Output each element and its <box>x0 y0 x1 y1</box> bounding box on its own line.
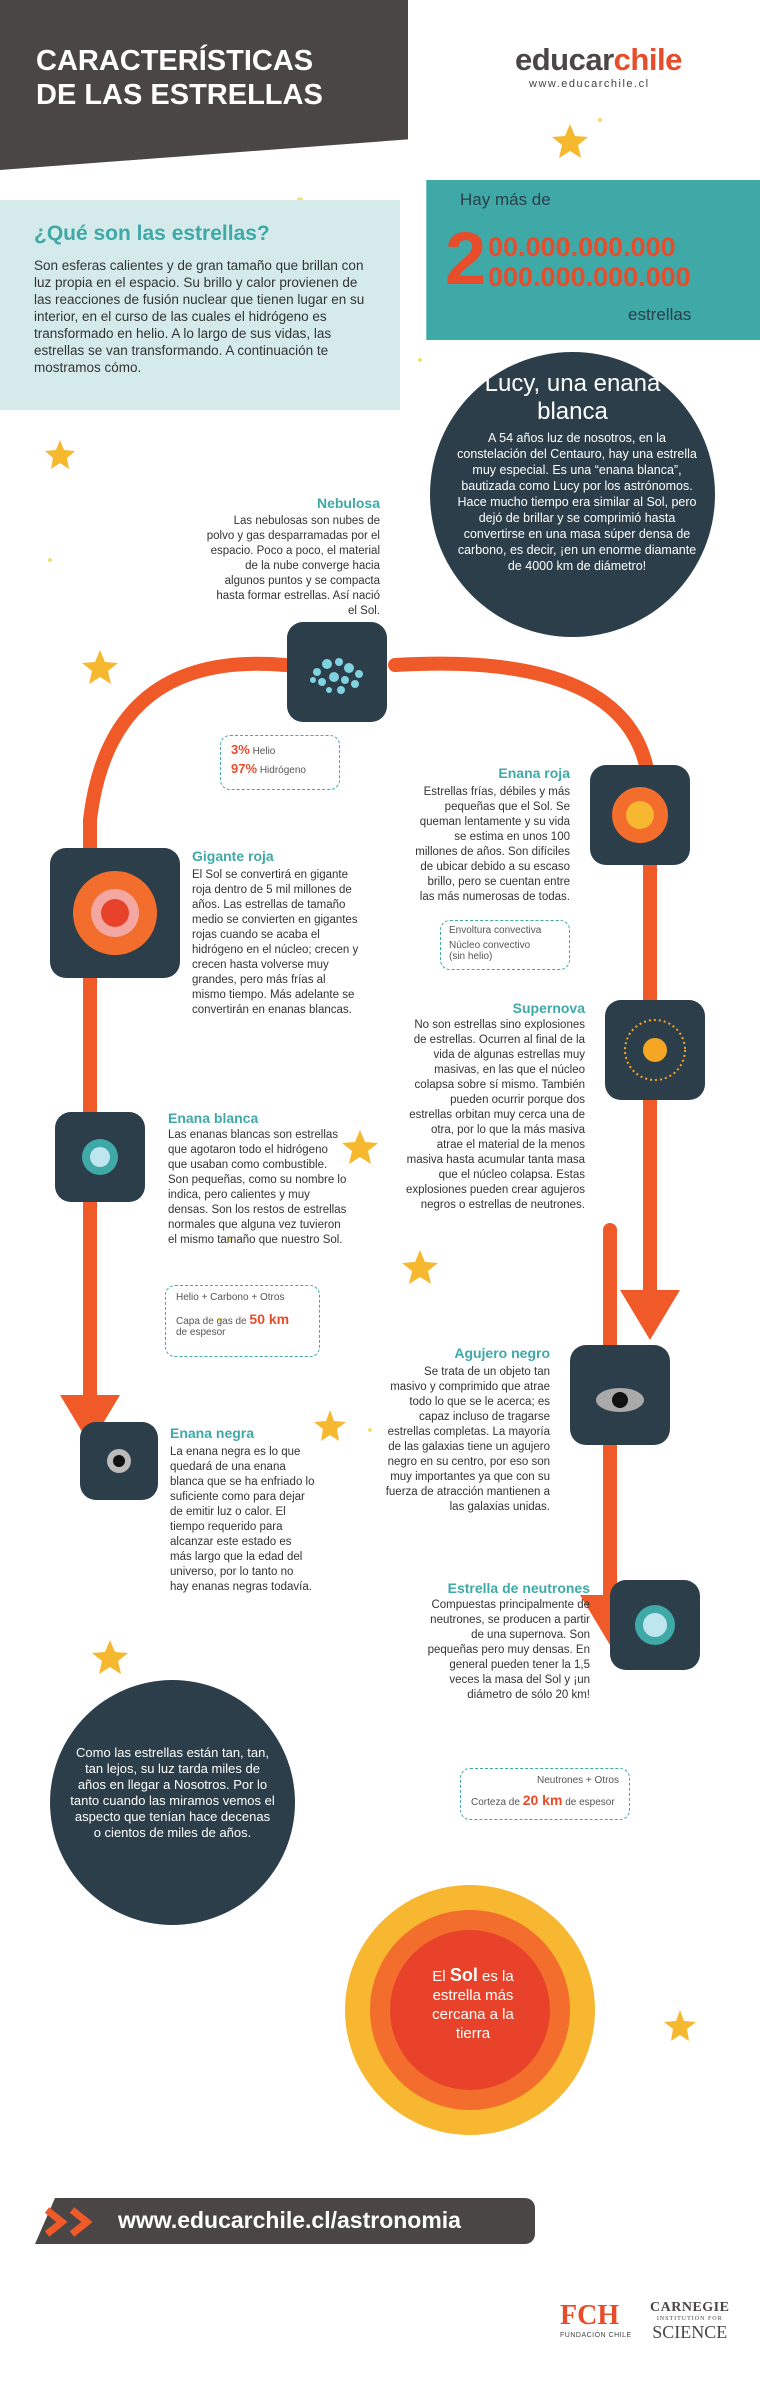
nebula-icon <box>287 622 387 722</box>
carnegie-line-1: CARNEGIE <box>650 2300 730 2315</box>
count-lines <box>488 232 691 292</box>
carnegie-logo <box>650 2300 729 2343</box>
lucy-text: A 54 años luz de nosotros, en la constelación del Centauro, hay una estrella muy especial. Es una “enana blanca”, bautizada como Lucy por los astrónomos. Hace mucho tiempo era similar al Sol, pero dejó de brillar y se comprimió hasta convertirse en una masa súper densa de carbono, es decir, ¡en un enorme diamante de 4000 km de diámetro! <box>457 431 697 573</box>
title-line-1: CARACTERÍSTICAS <box>36 45 314 77</box>
enana-blanca-thickness: 50 km <box>249 1311 290 1327</box>
fch-logo <box>560 2300 632 2339</box>
nebulosa-text: Las nebulosas son nubes de polvo y gas desparramadas por el espacio. Poco a poco, el material de la nube converge hacia algunos puntos y se compacta hasta formar estrellas. Así nació el Sol. <box>206 515 380 617</box>
neutrones-label-1: Neutrones + Otros <box>537 1775 619 1786</box>
chevrons-icon <box>42 2206 112 2238</box>
far-light-text: Como las estrellas están tan, tan, tan lejos, su luz tarda miles de años en llegar a Nosotros. Por lo tanto cuando las miramos vemos el aspecto que tenían hace decenas o cientos de miles de años. <box>70 1745 275 1840</box>
intro-title: ¿Qué son las estrellas? <box>34 222 270 245</box>
sun-pre: El <box>432 1968 446 1985</box>
nebulosa-title: Nebulosa <box>316 495 380 511</box>
sun-text <box>418 1966 528 2043</box>
agujero-negro-icon-box <box>570 1345 670 1445</box>
gigante-roja-icon-box <box>50 848 180 978</box>
supernova-text: No son estrellas sino explosiones de estrellas. Ocurren al final de la vida de algunas estrellas muy masivas, en las que el núcleo colapsa sobre sí mismo. También pueden ocurrir porque dos estrellas orbitan muy cerca una de otra, por lo que la más masiva atrae el material de la menos masiva hasta acumular tanta masa que el núcleo colapsa. Estas explosiones pueden crear agujeros negros o estrellas de neutrones. <box>405 1019 585 1211</box>
hidro-pct: 97% <box>231 761 258 776</box>
nebulosa-icon-box <box>287 622 387 722</box>
sun-word: Sol <box>449 1965 478 1985</box>
enana-roja-composition <box>440 920 570 970</box>
count-line-1: 00.000.000.000 <box>488 232 676 262</box>
agujero-negro-text: Se trata de un objeto tan masivo y comprimido que atrae todo lo que se le acerca; es capaz incluso de tragarse estrellas completas. La mayoría de las galaxias tiene un agujero negro en su centro, por eso son muy importantes ya que con su fuerza de atracción mantienen a las galaxias unidas. <box>385 1366 550 1513</box>
enana-roja-text: Estrellas frías, débiles y más pequeñas que el Sol. Se queman lentamente y su vida se estima en unos 100 millones de años. Son difíciles de ubicar debido a su escaso brillo, pero se cuentan entre las más numerosas de todas. <box>415 786 570 903</box>
carnegie-line-2: INSTITUTION FOR <box>656 2316 723 2322</box>
count-big-digit: 2 <box>445 217 487 300</box>
footer-url-link[interactable]: www.educarchile.cl/astronomia <box>118 2207 461 2233</box>
neutrones-composition <box>460 1768 630 1820</box>
enana-blanca-title: Enana blanca <box>168 1110 259 1126</box>
enana-negra-title: Enana negra <box>170 1425 255 1441</box>
sun-post: es la estrella más cercana a la tierra <box>432 1968 514 2042</box>
hidro-label: Hidrógeno <box>259 765 306 776</box>
helio-label: Helio <box>252 746 276 757</box>
carnegie-line-3: SCIENCE <box>652 2322 728 2342</box>
enana-blanca-label-1: Helio + Carbono + Otros <box>176 1292 285 1303</box>
enana-blanca-label-3: de espesor <box>176 1327 226 1338</box>
agujero-negro-title: Agujero negro <box>454 1345 550 1361</box>
fch-sub: FUNDACIÓN CHILE <box>560 2332 632 2339</box>
enana-roja-label-2: Núcleo convectivo <box>449 940 531 951</box>
enana-blanca-icon-box <box>55 1112 145 1202</box>
title-line-2: DE LAS ESTRELLAS <box>36 79 323 111</box>
neutrones-title: Estrella de neutrones <box>447 1580 590 1596</box>
logo-accent: chile <box>613 42 682 77</box>
enana-blanca-text: Las enanas blancas son estrellas que agotaron todo el hidrógeno que usaban como combustible. Son pequeñas, como su nombre lo indica, pero calientes y muy densas. Son los restos de estrellas normales que alguna vez tuvieron el mismo tamaño que nuestro Sol. <box>168 1129 347 1246</box>
fch-mark: FCH <box>560 2300 620 2331</box>
nebulosa-composition <box>220 735 340 790</box>
neutrones-label-2: Corteza de <box>471 1797 520 1808</box>
black-dwarf-icon <box>80 1422 158 1500</box>
enana-roja-label-1: Envoltura convectiva <box>449 925 542 936</box>
count-line-2: 000.000.000.000 <box>488 262 691 292</box>
supernova-title: Supernova <box>512 1000 585 1016</box>
brand-logo[interactable] <box>515 42 735 90</box>
count-pre: Hay más de <box>460 190 551 209</box>
gigante-roja-title: Gigante roja <box>192 848 274 864</box>
enana-blanca-label-2: Capa de gas de <box>176 1316 247 1327</box>
red-dwarf-icon <box>590 765 690 865</box>
white-dwarf-icon <box>55 1112 145 1202</box>
arrow-head-right <box>620 1290 680 1340</box>
enana-roja-title: Enana roja <box>498 765 570 781</box>
neutrones-label-3: de espesor <box>565 1797 615 1808</box>
gigante-roja-text: El Sol se convertirá en gigante roja dentro de 5 mil millones de años. Las estrellas de tamaño medio se convierten en gigantes rojas cuando se acaba el hidrógeno en el núcleo; crecen y crecen hasta volverse muy grandes, pero más frías al mismo tiempo. Más adelante se convertirán en enanas blancas. <box>192 869 359 1016</box>
neutrones-text: Compuestas principalmente de neutrones, se producen a partir de una supernova. Son pequeñas pero muy densas. En general pueden tener la 1,5 veces la masa del Sol y ¡un diámetro de sólo 20 km! <box>427 1599 590 1701</box>
enana-roja-label-3: (sin helio) <box>449 951 493 962</box>
neutron-star-icon <box>610 1580 700 1670</box>
supernova-icon-box <box>605 1000 705 1100</box>
intro-text: Son esferas calientes y de gran tamaño que brillan con luz propia en el espacio. Su brillo y calor provienen de las reacciones de fusión nuclear que tienen lugar en su interior, en el curso de las cuales el hidrógeno es transformado en helio. A lo largo de sus vidas, las estrellas se van transformando. A continuación te mostramos cómo. <box>34 258 365 375</box>
black-hole-icon <box>570 1345 670 1445</box>
lucy-title: Lucy, una enana blanca <box>484 370 661 425</box>
red-giant-icon <box>50 848 180 978</box>
enana-negra-text: La enana negra es lo que quedará de una enana blanca que se ha enfriado lo suficiente como para dejar de emitir luz o calor. El tiempo requerido para alcanzar este estado es más largo que la edad del universo, por lo tanto no hay enanas negras todavía. <box>170 1446 315 1593</box>
enana-roja-icon-box <box>590 765 690 865</box>
page-title <box>36 44 396 112</box>
neutrones-thickness: 20 km <box>522 1792 563 1808</box>
count-post: estrellas <box>628 305 692 324</box>
supernova-icon <box>605 1000 705 1100</box>
enana-negra-icon-box <box>80 1422 158 1500</box>
logo-main: educar <box>515 42 614 77</box>
brand-url: www.educarchile.cl <box>529 78 650 90</box>
neutrones-icon-box <box>610 1580 700 1670</box>
helio-pct: 3% <box>231 742 250 757</box>
enana-blanca-composition <box>165 1285 320 1357</box>
